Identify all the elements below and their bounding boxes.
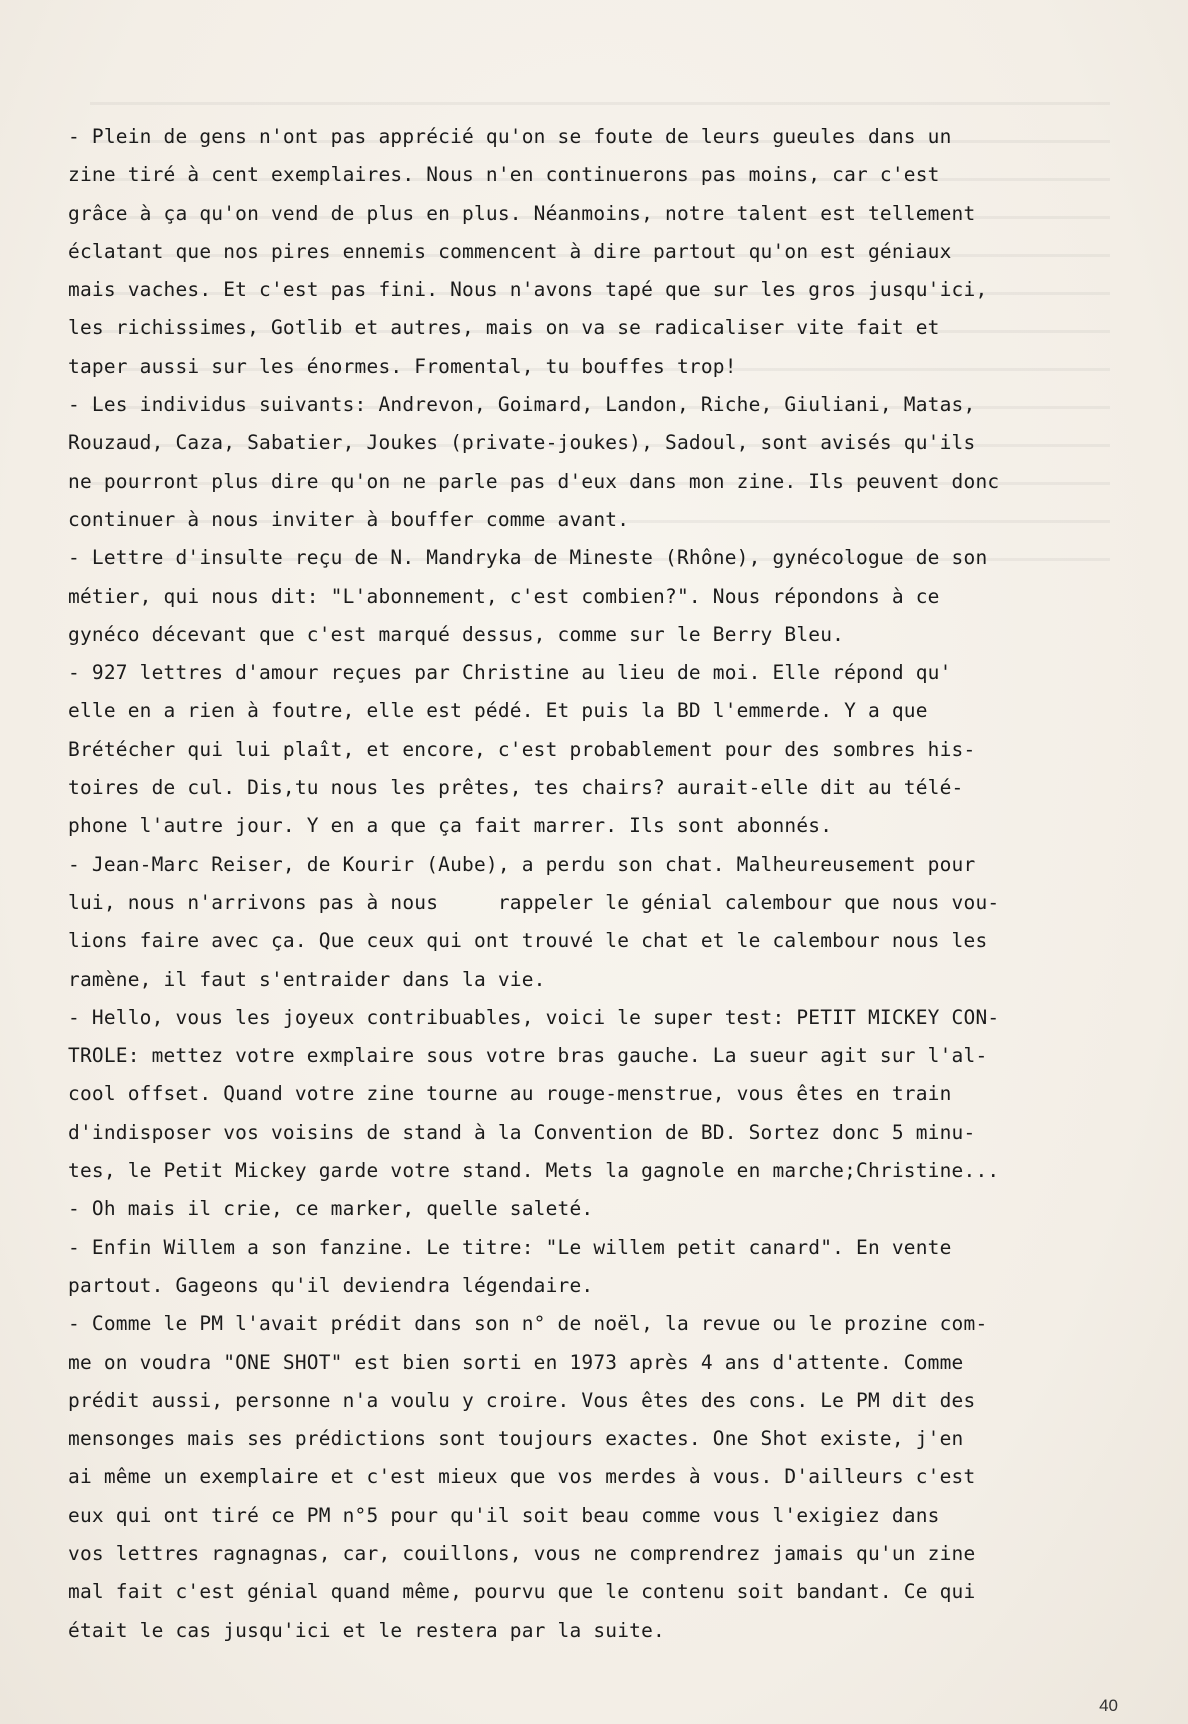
text-line: phone l'autre jour. Y en a que ça fait marrer. Ils sont abonnés. xyxy=(68,814,833,838)
text-line: me on voudra "ONE SHOT" est bien sorti en 1973 après 4 ans d'attente. Comme xyxy=(68,1350,964,1374)
text-line: taper aussi sur les énormes. Fromental, tu bouffes trop! xyxy=(68,354,737,378)
text-line: mais vaches. Et c'est pas fini. Nous n'avons tapé que sur les gros jusqu'ici, xyxy=(68,278,988,302)
text-line: mal fait c'est génial quand même, pourvu que le contenu soit bandant. Ce qui xyxy=(68,1580,976,1604)
text-line: - Lettre d'insulte reçu de N. Mandryka de Mineste (Rhône), gynécologue de son xyxy=(68,546,988,570)
typewritten-body-text xyxy=(68,118,1118,1650)
text-line: lui, nous n'arrivons pas à nous rappeler le génial calembour que nous vou- xyxy=(68,890,1000,914)
text-line: - 927 lettres d'amour reçues par Christine au lieu de moi. Elle répond qu' xyxy=(68,661,952,685)
text-line: éclatant que nos pires ennemis commencent à dire partout qu'on est géniaux xyxy=(68,239,952,263)
text-line: Brétécher qui lui plaît, et encore, c'est probablement pour des sombres his- xyxy=(68,737,976,761)
text-line: tes, le Petit Mickey garde votre stand. Mets la gagnole en marche;Christine... xyxy=(68,1159,1000,1183)
text-line: toires de cul. Dis,tu nous les prêtes, tes chairs? aurait-elle dit au télé- xyxy=(68,776,964,800)
text-line: - Enfin Willem a son fanzine. Le titre: "Le willem petit canard". En vente xyxy=(68,1235,952,1259)
text-line: ne pourront plus dire qu'on ne parle pas d'eux dans mon zine. Ils peuvent donc xyxy=(68,469,1000,493)
text-line: grâce à ça qu'on vend de plus en plus. Néanmoins, notre talent est tellement xyxy=(68,201,976,225)
text-line: - Jean-Marc Reiser, de Kourir (Aube), a perdu son chat. Malheureusement pour xyxy=(68,852,976,876)
text-line: - Les individus suivants: Andrevon, Goimard, Landon, Riche, Giuliani, Matas, xyxy=(68,393,976,417)
text-line: lions faire avec ça. Que ceux qui ont trouvé le chat et le calembour nous les xyxy=(68,929,988,953)
text-line: ai même un exemplaire et c'est mieux que vos merdes à vous. D'ailleurs c'est xyxy=(68,1465,976,1489)
text-line: mensonges mais ses prédictions sont toujours exactes. One Shot existe, j'en xyxy=(68,1427,964,1451)
text-line: - Comme le PM l'avait prédit dans son n° de noël, la revue ou le prozine com- xyxy=(68,1312,988,1336)
text-line: gynéco décevant que c'est marqué dessus, comme sur le Berry Bleu. xyxy=(68,622,845,646)
text-line: Rouzaud, Caza, Sabatier, Joukes (private-joukes), Sadoul, sont avisés qu'ils xyxy=(68,431,976,455)
text-line: partout. Gageons qu'il deviendra légendaire. xyxy=(68,1273,594,1297)
text-line: elle en a rien à foutre, elle est pédé. Et puis la BD l'emmerde. Y a que xyxy=(68,699,928,723)
text-line: vos lettres ragnagnas, car, couillons, vous ne comprendrez jamais qu'un zine xyxy=(68,1541,976,1565)
text-line: continuer à nous inviter à bouffer comme avant. xyxy=(68,507,630,531)
text-line: - Oh mais il crie, ce marker, quelle saleté. xyxy=(68,1197,594,1221)
text-line: TROLE: mettez votre exmplaire sous votre bras gauche. La sueur agit sur l'al- xyxy=(68,1044,988,1068)
text-line: ramène, il faut s'entraider dans la vie. xyxy=(68,967,546,991)
page-number: 40 xyxy=(1099,1696,1118,1715)
text-line: prédit aussi, personne n'a voulu y croire. Vous êtes des cons. Le PM dit des xyxy=(68,1388,976,1412)
text-line: - Plein de gens n'ont pas apprécié qu'on se foute de leurs gueules dans un xyxy=(68,125,952,148)
text-line: était le cas jusqu'ici et le restera par la suite. xyxy=(68,1618,665,1642)
text-line: zine tiré à cent exemplaires. Nous n'en continuerons pas moins, car c'est xyxy=(68,163,940,187)
text-line: cool offset. Quand votre zine tourne au rouge-menstrue, vous êtes en train xyxy=(68,1082,952,1106)
text-line: métier, qui nous dit: "L'abonnement, c'est combien?". Nous répondons à ce xyxy=(68,584,940,608)
text-line: eux qui ont tiré ce PM n°5 pour qu'il soit beau comme vous l'exigiez dans xyxy=(68,1503,940,1527)
text-line: - Hello, vous les joyeux contribuables, voici le super test: PETIT MICKEY CON- xyxy=(68,1005,1000,1029)
text-line: d'indisposer vos voisins de stand à la Convention de BD. Sortez donc 5 minu- xyxy=(68,1120,976,1144)
text-line: les richissimes, Gotlib et autres, mais on va se radicaliser vite fait et xyxy=(68,316,940,340)
